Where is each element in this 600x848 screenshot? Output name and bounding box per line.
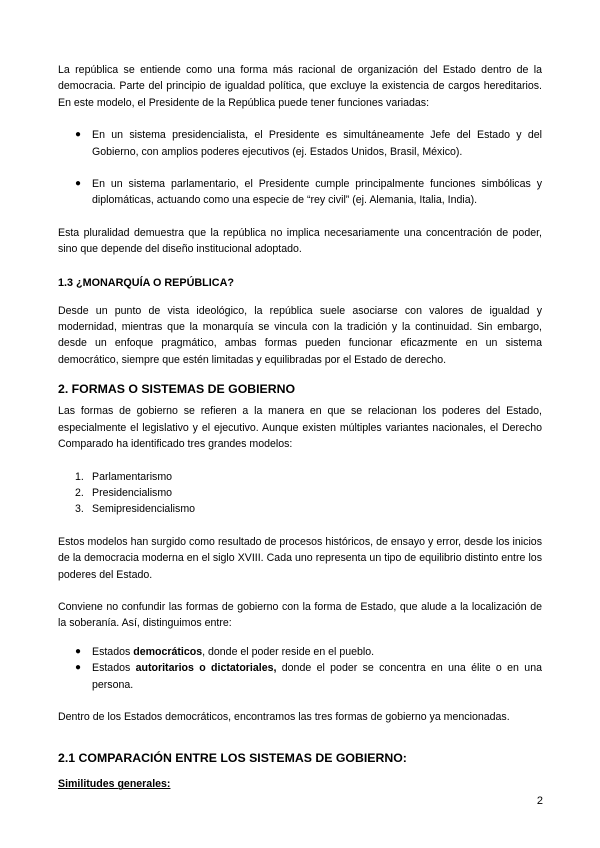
- closing-paragraph: Dentro de los Estados democráticos, encontramos las tres formas de gobierno ya mencionadas.: [58, 710, 510, 723]
- intro-paragraph: La república se entiende como una forma más racional de organización del Estado dentro de la democracia. Parte del principio de igualdad política, que excluye la existencia de cargos hereditarios. En este modelo, el Presidente de la República puede tener funciones variadas:: [58, 64, 542, 109]
- section-2-1-heading: 2.1 COMPARACIÓN ENTRE LOS SISTEMAS DE GOBIERNO:: [58, 751, 407, 766]
- document-page: [58, 62, 542, 792]
- government-models-list: [58, 469, 542, 518]
- section-1-3-paragraph: Desde un punto de vista ideológico, la república suele asociarse con valores de igualdad y modernidad, mientras que la monarquía se vincula con la tradición y la continuidad. Sin embargo, desde un enfoque pragmático, ambas formas pueden funcionar eficazmente en un sistema democrático, siempre que estén limitadas y equilibradas por el Estado de derecho.: [58, 304, 542, 366]
- list-item: 2. Presidencialismo: [58, 485, 542, 501]
- section-2-heading: 2. FORMAS O SISTEMAS DE GOBIERNO: [58, 382, 296, 397]
- bullet-icon: ●: [75, 178, 82, 190]
- list-item: 3. Semipresidencialismo: [58, 501, 542, 517]
- list-item: 1. Parlamentarismo: [58, 469, 542, 485]
- president-functions-list: [58, 127, 542, 209]
- list-item: ● Estados autoritarios o dictatoriales, donde el poder se concentra en una élite o en una persona.: [75, 662, 542, 691]
- section-1-3-heading: 1.3 ¿MONARQUÍA O REPÚBLICA?: [58, 276, 234, 289]
- page-number: 2: [536, 795, 543, 807]
- similarities-subheading: Similitudes generales:: [58, 778, 171, 791]
- plurality-paragraph: Esta pluralidad demuestra que la república no implica necesariamente una concentración de poder, sino que depende del diseño institucional adoptado.: [58, 226, 542, 256]
- history-paragraph: Estos modelos han surgido como resultado de procesos históricos, de ensayo y error, desde los inicios de la democracia moderna en el siglo XVIII. Cada uno representa un tipo de equilibrio distinto entre los poderes del Estado.: [58, 535, 542, 581]
- list-number: 2.: [75, 486, 84, 499]
- list-number: 3.: [75, 503, 84, 516]
- bullet-icon: ●: [75, 662, 82, 674]
- section-2-intro: Las formas de gobierno se refieren a la manera en que se relacionan los poderes del Estado, especialmente el legislativo y el ejecutivo. Aunque existen múltiples variantes nacionales, el Derecho Comparado ha identificado tres grandes modelos:: [58, 405, 542, 451]
- distinction-paragraph: Conviene no confundir las formas de gobierno con la forma de Estado, que alude a la localización de la soberanía. Así, distinguimos entre:: [58, 600, 542, 630]
- bullet-icon: ●: [75, 129, 82, 141]
- list-item: ● En un sistema presidencialista, el Presidente es simultáneamente Jefe del Estado y del Gobierno, con amplios poderes ejecutivos (ej. Estados Unidos, Brasil, México).: [75, 129, 542, 158]
- bullet-icon: ●: [75, 645, 82, 657]
- list-number: 1.: [75, 470, 84, 483]
- list-item: ● Estados democráticos, donde el poder reside en el pueblo.: [58, 644, 542, 660]
- list-item: ● En un sistema parlamentario, el Presidente cumple principalmente funciones simbólicas y diplomáticas, actuando como una especie de “rey civil” (ej. Alemania, Italia, India).: [75, 178, 542, 207]
- state-forms-list: [58, 644, 542, 693]
